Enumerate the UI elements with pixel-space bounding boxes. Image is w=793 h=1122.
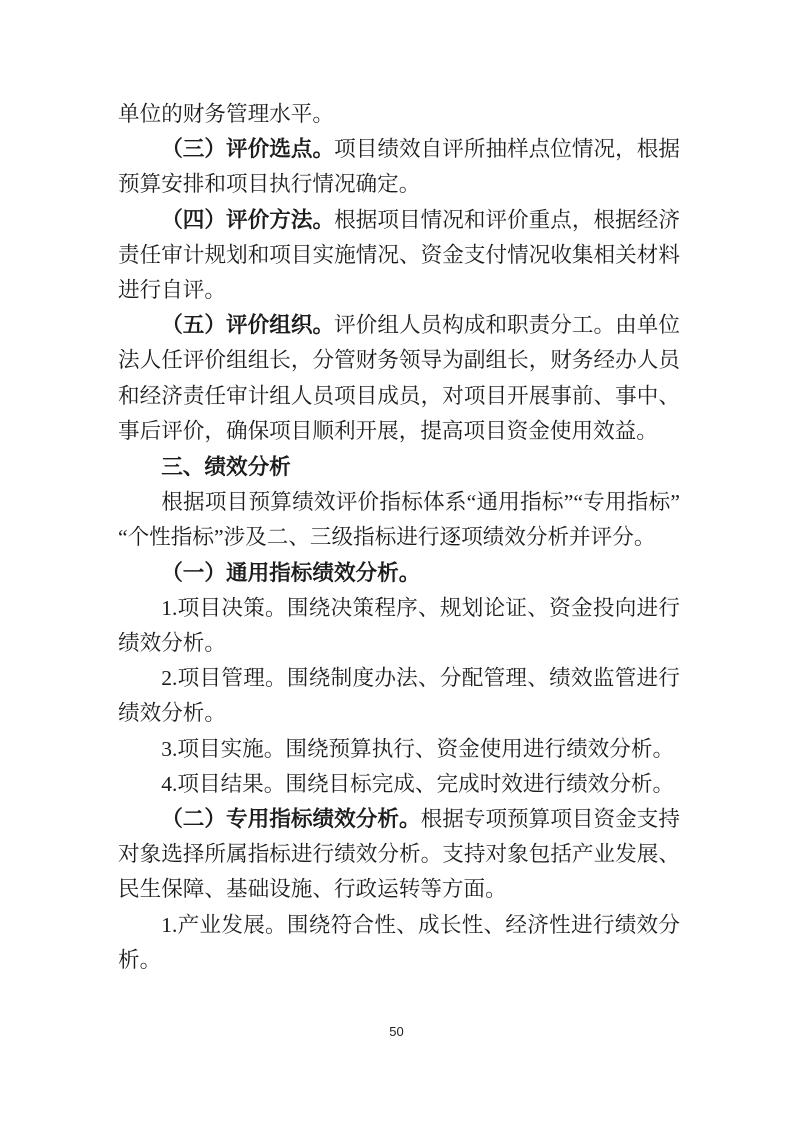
document-body [118, 97, 680, 978]
paragraph-text: 单位的财务管理水平。 [118, 102, 334, 126]
paragraph [118, 802, 680, 908]
paragraph-text: 根据专项预算项目资金支持对象选择所属指标进行绩效分析。支持对象包括产业发展、民生保障、基础设施、行政运转等方面。 [118, 807, 680, 902]
paragraph-lead-bold: （三）评价选点。 [161, 137, 335, 162]
paragraph [118, 908, 680, 978]
paragraph-text: 评价组人员构成和职责分工。由单位法人任评价组组长，分管财务领导为副组长，财务经办人员和经济责任审计组人员项目成员，对项目开展事前、事中、事后评价，确保项目顺利开展，提高项目资金使用效益。 [118, 313, 680, 443]
paragraph-lead-bold: （五）评价组织。 [161, 313, 335, 338]
paragraph-lead-bold: （四）评价方法。 [161, 207, 335, 232]
paragraph-text: 3.项目实施。围绕预算执行、资金使用进行绩效分析。 [161, 736, 675, 761]
paragraph-text: 1.产业发展。围绕符合性、成长性、经济性进行绩效分析。 [118, 912, 680, 972]
paragraph [118, 97, 680, 132]
paragraph-lead-bold: （一）通用指标绩效分析。 [161, 560, 421, 585]
paragraph-text: 1.项目决策。围绕决策程序、规划论证、资金投向进行绩效分析。 [118, 595, 680, 656]
paragraph [118, 203, 680, 309]
paragraph [118, 767, 680, 802]
paragraph-text: 根据项目情况和评价重点，根据经济责任审计规划和项目实施情况、资金支付情况收集相关材料进行自评。 [118, 207, 680, 303]
paragraph-text: 项目绩效自评所抽样点位情况，根据预算安排和项目执行情况确定。 [118, 137, 680, 197]
paragraph-lead-bold: （二）专用指标绩效分析。 [161, 807, 421, 832]
paragraph [118, 485, 680, 555]
page-number: 50 [389, 1024, 404, 1039]
paragraph [118, 732, 680, 767]
paragraph [118, 591, 680, 661]
paragraph [118, 308, 680, 449]
paragraph-text: 4.项目结果。围绕目标完成、完成时效进行绩效分析。 [161, 771, 675, 796]
paragraph [118, 556, 680, 591]
section-heading [118, 449, 680, 485]
paragraph [118, 661, 680, 731]
paragraph-text: 根据项目预算绩效评价指标体系“通用指标”“专用指标”“个性指标”涉及二、三级指标进行逐项绩效分析并评分。 [118, 490, 680, 550]
paragraph [118, 132, 680, 202]
paragraph-text: 2.项目管理。围绕制度办法、分配管理、绩效监管进行绩效分析。 [118, 666, 680, 726]
paragraph-lead-bold: 三、绩效分析 [161, 454, 291, 480]
